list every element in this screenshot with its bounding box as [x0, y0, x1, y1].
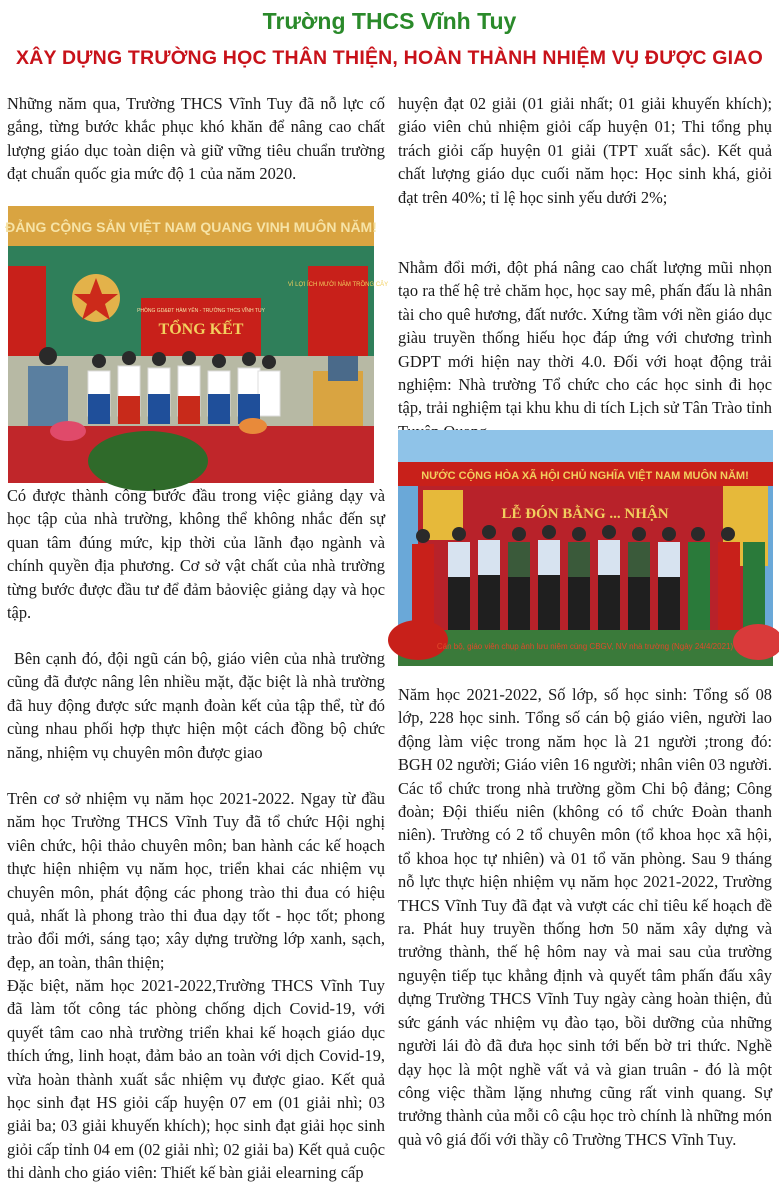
- left-paragraph-1: Những năm qua, Trường THCS Vĩnh Tuy đã nỗ lực cố gắng, từng bước khắc phục khó khăn để nâng cao chất lượng giáo dục toàn diện và giữ vững tiêu chuẩn trường đạt chuẩn quốc gia mức độ 1 của năm 2020.: [7, 94, 385, 184]
- headline: XÂY DỰNG TRƯỜNG HỌC THÂN THIỆN, HOÀN THÀNH NHIỆM VỤ ĐƯỢC GIAO: [16, 47, 763, 69]
- left-paragraph-5: Đặc biệt, năm học 2021-2022,Trường THCS Vĩnh Tuy đã làm tốt công tác phòng chống dịch Covid-19, với quyết tâm cao nhà trường triển khai kế hoạch giáo dục thích ứng, linh hoạt, đảm bảo an toàn với dịch Covid-19, vừa hoàn thành xuất sắc nhiệm vụ được giao. Kết quả học sinh đạt HS giỏi cấp huyện 07 em (01 giải nhì; 03 giải ba; 03 giải khuyến khích); học sinh đạt giải học sinh giỏi cấp tỉnh 04 em (02 giải nhì; 02 giải ba) Kết quả cuộc thi dành cho giáo viên: Thiết kế bàn giải elearning cấp: [7, 976, 385, 1183]
- photo1-board-org: PHÒNG GD&ĐT HÀM YÊN - TRƯỜNG THCS VĨNH TUY: [137, 308, 265, 314]
- photo1-board-title: TỔNG KẾT: [158, 321, 244, 338]
- left-paragraph-3: Bên cạnh đó, đội ngũ cán bộ, giáo viên của nhà trường cũng đã được nâng lên nhiều mặt, đặc biệt là nhà trường đã huy động được sức mạnh đoàn kết của tập thể, từ đó cùng nhau phối hợp thực hiện một cách đồng bộ chức năng, nhiệm vụ chuyên môn được giao: [7, 649, 385, 762]
- school-name: Trường THCS Vĩnh Tuy: [262, 8, 517, 34]
- photo1-side-text: VÌ LỢI ÍCH MƯỜI NĂM TRỒNG CÂY: [287, 282, 389, 288]
- right-paragraph-2: Nhằm đổi mới, đột phá nâng cao chất lượng mũi nhọn tạo ra thế hệ trẻ chăm học, học say mê, phấn đấu là nhân tài cho quê hương, đất nước. Xứng tầm với nền giáo dục giàu truyền thống hiếu học đáp ứng với chương trình GDPT mới hiện nay thời 4.0. Đối với hoạt động trải nghiệm: Nhà trường Tổ chức cho các học sinh đi học tập, trải nghiệm tại khu khu di tích Lịch sử Tân Trào tỉnh: [398, 258, 772, 418]
- photo1-banner: ĐẢNG CỘNG SẢN VIỆT NAM QUANG VINH MUÔN NĂM!: [5, 219, 377, 235]
- left-paragraph-2: Có được thành công bước đầu trong việc giảng dạy và học tập của nhà trường, không thể không nhắc đến sự quan tâm đúng mức, kịp thời của lãnh đạo ngành và chính quyền địa phương. Cơ sở vật chất của nhà trường từng bước được đầu tư để đảm bảoviệc giảng dạy và học tập.: [7, 486, 385, 623]
- right-paragraph-1: huyện đạt 02 giải (01 giải nhất; 01 giải khuyến khích); giáo viên chủ nhiệm giỏi cấp huyện 01; Thi tổng phụ trách giỏi cấp huyện 01 giải (TPT xuất sắc). Kết quả chất lượng giáo dục cuối năm học: Học sinh khá, giỏi đạt trên 40%; tỉ lệ học sinh yếu dưới 2%;: [398, 94, 772, 207]
- photo-group-ceremony: [398, 430, 773, 666]
- photo-ceremony-summary: [5, 206, 389, 483]
- right-paragraph-3: Năm học 2021-2022, Số lớp, số học sinh: Tổng số 08 lớp, 228 học sinh. Tổng số cán bộ giáo viên, người lao động làm việc trong năm học là 21 người ;trong đó: BGH 02 người; Giáo viên 16 người; nhân viên 03 người. Các tổ chức trong nhà trường gồm Chi bộ đảng; Công đoàn; Đội thiếu niên (không có tổ chức Đoàn thanh niên). Trường có 2 tổ chuyên môn (tổ khoa học xã hội, tổ khoa học tự nhiên) và 01 tổ văn phòng. Sau 9 tháng nỗ lực thực hiện nhiệm vụ năm học 2021-2022, Trường THCS Vĩnh Tuy đã đạt và vượt các chỉ tiêu kế hoạch đề ra. Phát huy truyền thống hơn 50 năm xây dựng và trưởng thành, thế hệ hôm nay và mai sau của trường nguyện tiếp tục khẳng định và quyết tâm phấn đấu xây dựng Trường THCS Vĩnh Tuy ngày càng hoàn thiện, đủ sức gánh vác nhiệm vụ đào tạo, bồi dưỡng của những người lái đò đã đưa học sinh tới bến bờ tri thức. Nghề dạy học là một nghề vất vả và gian truân - đó là một công việc thầm lặng nhưng cũng rất vinh quang. Sự trưởng thành của mỗi cô cậu học trò chính là những món quà vô giá đối với thầy cô Trường THCS Vĩnh Tuy.: [398, 685, 772, 1149]
- photo2-banner: NƯỚC CỘNG HÒA XÃ HỘI CHỦ NGHĨA VIỆT NAM MUÔN NĂM!: [421, 470, 749, 482]
- left-paragraph-4: Trên cơ sở nhiệm vụ năm học 2021-2022. Ngay từ đầu năm học Trường THCS Vĩnh Tuy đã tổ chức Hội nghị viên chức, hội thảo chuyên môn; ban hành các kế hoạch thực hiện nhiệm vụ năm học, triển khai các nhiệm vụ chuyên môn, phát động các phong trào thi đua có hiệu quả, nhất là phong trào thi đua dạy tốt - học tốt; phong trào đổi mới, sáng tạo; xây dựng trường lớp xanh, sạch, đẹp, an toàn, thân thiện;: [7, 789, 385, 972]
- photo2-caption: Cán bộ, giáo viên chụp ảnh lưu niệm cùng CBGV, NV nhà trường (Ngày 24/4/2021): [436, 642, 734, 651]
- photo2-stage-title: LỄ ĐÓN BẰNG ... NHẬN: [501, 506, 669, 522]
